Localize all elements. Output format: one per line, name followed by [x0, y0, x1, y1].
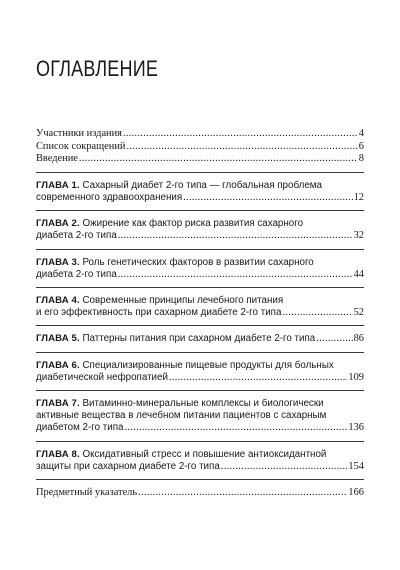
chapter-label: ГЛАВА 1.: [36, 179, 80, 191]
toc-leader-dots: [183, 192, 352, 204]
toc-leader-dots: [79, 153, 358, 166]
toc-entry-subject-index[interactable]: [36, 487, 364, 500]
table-of-contents: [36, 128, 364, 500]
toc-entry-title: Введение: [36, 153, 78, 165]
chapter-title-line: диабета 2-го типа: [36, 268, 117, 280]
toc-page-number: 109: [348, 371, 364, 383]
toc-page-number: 52: [353, 307, 364, 319]
toc-page-number: 8: [358, 153, 364, 165]
toc-page-number: 154: [348, 460, 364, 472]
toc-chapter-4[interactable]: [36, 295, 364, 319]
toc-leader-dots: [126, 141, 357, 154]
chapter-title-line: современного здравоохранения: [36, 191, 183, 203]
toc-chapter-2[interactable]: [36, 218, 364, 242]
chapter-title-line: диабетической нефропатией: [36, 371, 168, 383]
chapter-title-line: диабетом 2-го типа: [36, 422, 124, 434]
section-divider: [36, 325, 364, 326]
toc-chapter-5[interactable]: [36, 333, 364, 345]
section-divider: [36, 249, 364, 250]
chapter-title-line: диабета 2-го типа: [36, 230, 117, 242]
chapter-label: ГЛАВА 4.: [36, 295, 80, 306]
toc-page-number: 86: [353, 333, 364, 345]
toc-leader-dots: [316, 333, 352, 345]
chapter-title-line: Оксидативный стресс и повышение антиоксидантной: [82, 448, 327, 460]
toc-leader-dots: [123, 128, 358, 141]
chapter-label: ГЛАВА 8.: [36, 448, 80, 460]
chapter-title-line: Витаминно-минеральные комплексы и биологически: [82, 398, 324, 410]
toc-page-number: 166: [348, 487, 364, 499]
toc-entry-introduction[interactable]: [36, 153, 364, 166]
toc-entry-contributors[interactable]: [36, 128, 364, 141]
toc-page-number: 32: [353, 230, 364, 242]
chapter-label: ГЛАВА 7.: [36, 398, 80, 410]
toc-leader-dots: [125, 422, 348, 434]
section-divider: [36, 390, 364, 391]
section-divider: [36, 172, 364, 173]
section-divider: [36, 479, 364, 480]
toc-entry-title: Предметный указатель: [36, 487, 138, 499]
toc-leader-dots: [221, 461, 348, 473]
section-divider: [36, 210, 364, 211]
toc-page-number: 6: [358, 140, 364, 152]
toc-leader-dots: [282, 307, 352, 319]
section-divider: [36, 352, 364, 353]
toc-leader-dots: [118, 230, 353, 242]
section-divider: [36, 287, 364, 288]
chapter-title-line: Сахарный диабет 2-го типа — глобальная проблема: [82, 179, 322, 191]
toc-page-number: 12: [353, 191, 364, 203]
chapter-label: ГЛАВА 5.: [36, 333, 80, 345]
chapter-label: ГЛАВА 2.: [36, 218, 80, 230]
toc-chapter-6[interactable]: [36, 360, 364, 384]
chapter-title-line: Роль генетических факторов в развитии сахарного: [82, 256, 314, 268]
toc-entry-abbreviations[interactable]: [36, 141, 364, 154]
toc-leader-dots: [138, 487, 347, 500]
chapter-title-line: Паттерны питания при сахарном диабете 2-го типа: [82, 333, 316, 345]
toc-page-number: 44: [353, 268, 364, 280]
toc-chapter-7[interactable]: [36, 398, 364, 435]
toc-page-number: 136: [348, 422, 364, 434]
page-title: ОГЛАВЛЕНИЕ: [36, 56, 159, 81]
toc-page-number: 4: [358, 128, 364, 139]
toc-entry-title: Список сокращений: [36, 140, 126, 152]
toc-leader-dots: [118, 269, 353, 281]
toc-chapter-3[interactable]: [36, 257, 364, 281]
chapter-label: ГЛАВА 6.: [36, 359, 80, 371]
toc-chapter-1[interactable]: [36, 180, 364, 204]
chapter-title-line: Специализированные пищевые продукты для больных: [82, 359, 334, 371]
chapter-title-line: Современные принципы лечебного питания: [82, 295, 284, 306]
section-divider: [36, 441, 364, 442]
chapter-title-line: активные вещества в лечебном питании пациентов с сахарным: [36, 410, 327, 422]
chapter-label: ГЛАВА 3.: [36, 256, 80, 268]
toc-entry-title: Участники издания: [36, 128, 122, 139]
chapter-title-line: Ожирение как фактор риска развития сахарного: [82, 218, 304, 230]
chapter-title-line: и его эффективность при сахарном диабете 2-го типа: [36, 307, 282, 319]
toc-leader-dots: [169, 372, 347, 384]
toc-chapter-8[interactable]: [36, 449, 364, 473]
chapter-title-line: защиты при сахарном диабете 2-го типа: [36, 460, 220, 472]
